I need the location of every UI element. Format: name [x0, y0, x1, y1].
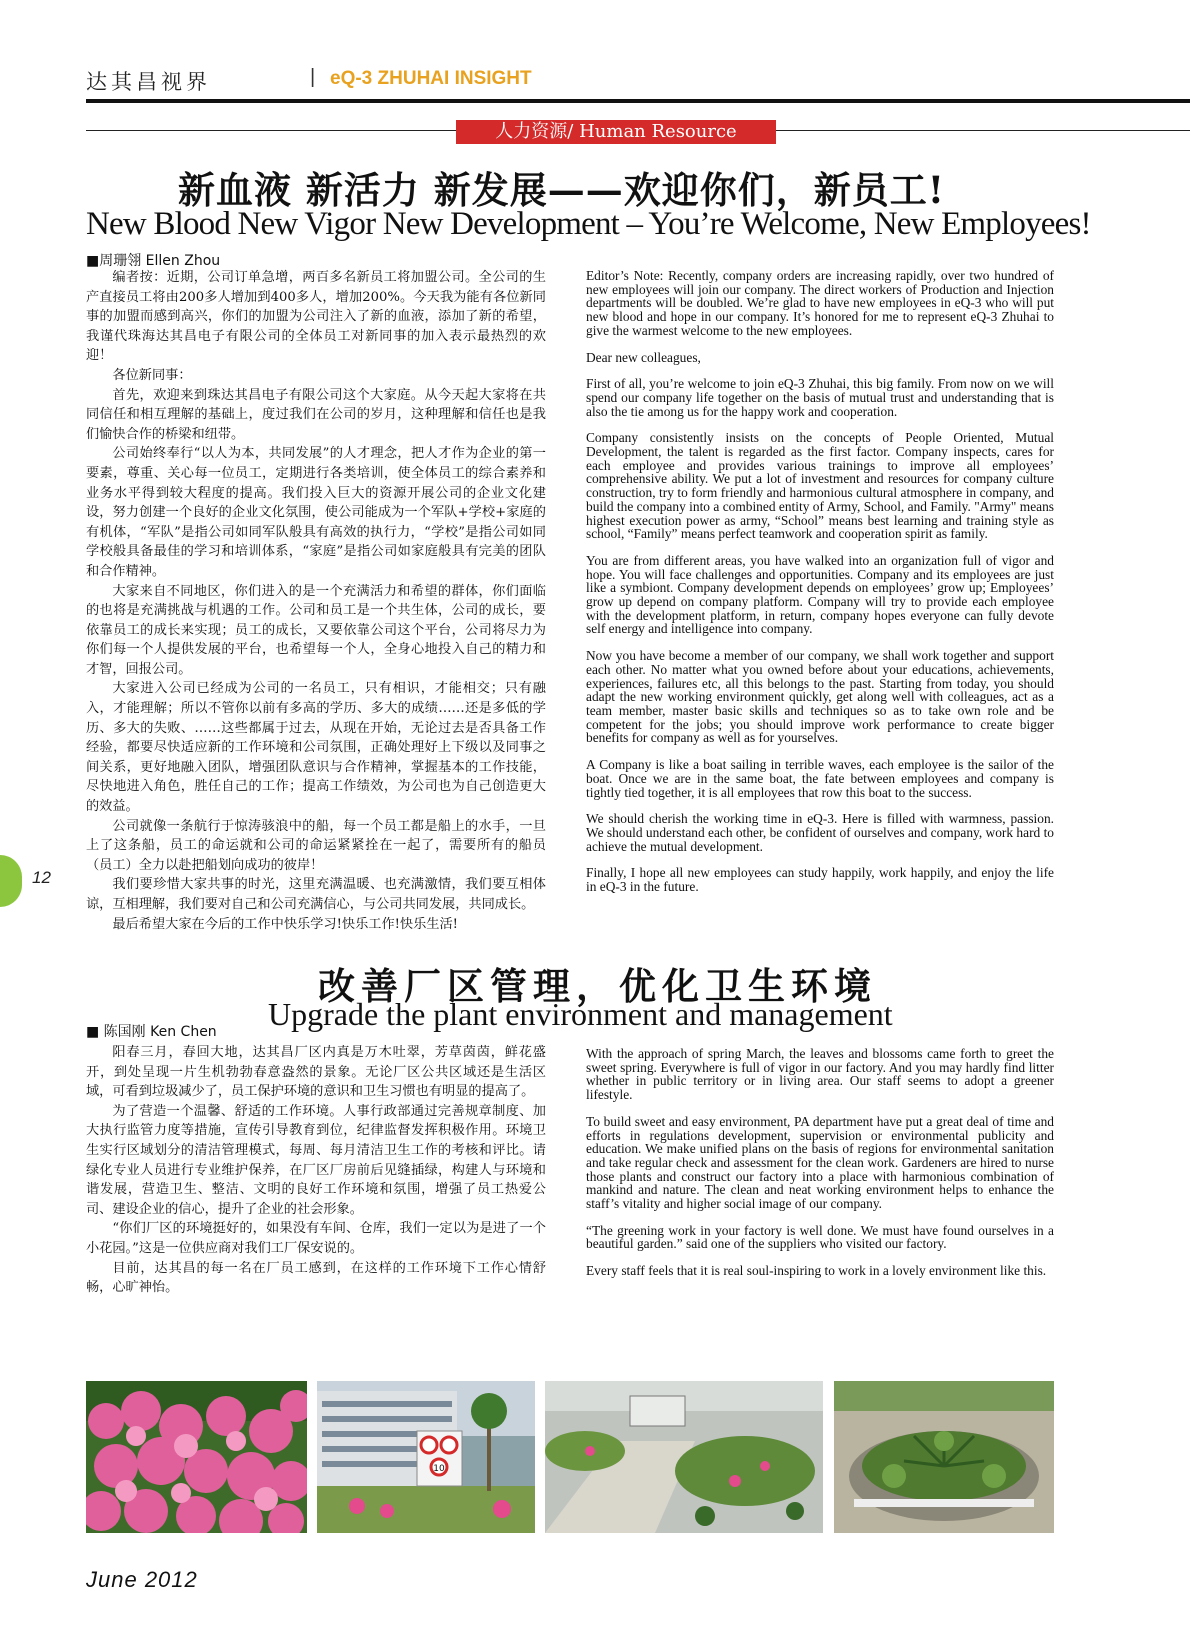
paragraph: 目前，达其昌的每一名在厂员工感到，在这样的工作环境下工作心情舒畅，心旷神怡。 [86, 1260, 546, 1296]
paragraph: Finally, I hope all new employees can study happily, work happily, and enjoy the life in eQ-3 in the future. [586, 865, 1054, 895]
article1-body-en [586, 269, 1054, 907]
article2-author: ■ 陈国刚 Ken Chen [86, 1024, 217, 1040]
brand-cn: 达其昌视界 [86, 70, 211, 94]
page-number: 12 [32, 868, 51, 887]
paragraph: 最后希望大家在今后的工作中快乐学习!快乐工作!快乐生活! [112, 916, 458, 932]
paragraph: 公司就像一条航行于惊涛骇浪中的船，每一个员工都是船上的水手，一旦上了这条船，员工的命运就和公司的命运紧紧拴在一起了，需要所有的船员（员工）全力以赴把船划向成功的彼岸！ [86, 818, 546, 873]
article2-title-cn: 改善厂区管理，优化卫生环境 [318, 964, 877, 1008]
paragraph: 编者按：近期，公司订单急增，两百多名新员工将加盟公司。全公司的生产直接员工将由200多人增加到400多人，增加200%。今天我为能有各位新同事的加盟而感到高兴，你们的加盟为公司注入了新的血液，添加了新的希望，我谨代珠海达其昌电子有限公司的全体员工对新同事的加入表示最热烈的欢迎！ [86, 270, 546, 364]
paragraph: With the approach of spring March, the leaves and blossoms came forth to greet the sweet spring. Everywhere is full of vigor in our factory. And you may hardly find litter whether in public territory or in living area. Our staff seems to adopt a greener lifestyle. [586, 1046, 1054, 1103]
paragraph: First of all, you’re welcome to join eQ-3 Zhuhai, this big family. From now on we will spend our company life together on the basis of mutual trust and understanding that is also the tie among us for the happy work and cooperation. [586, 376, 1054, 419]
header-rule [86, 99, 1190, 103]
paragraph: 我们要珍惜大家共事的时光，这里充满温暖、也充满激情，我们要互相体谅，互相理解，我们要对自己和公司充满信心，与公司共同发展，共同成长。 [86, 877, 546, 912]
running-header [86, 62, 1190, 102]
photo-azalea [86, 1381, 307, 1533]
paragraph: “The greening work in your factory is well done. We must have found ourselves in a beautiful garden.” said one of the suppliers who visited our factory. [586, 1222, 1054, 1252]
paragraph: 为了营造一个温馨、舒适的工作环境。人事行政部通过完善规章制度、加大执行监管力度等措施，宣传引导教育到位，纪律监督发挥积极作用。环境卫生实行区域划分的清洁管理模式，每周、每月清洁卫生工作的考核和评比。请绿化专业人员进行专业维护保养，在厂区厂房前后见缝插绿，构建人与环境和谐发展，营造卫生、整洁、文明的良好工作环境和氛围，增强了员工热爱公司、建设企业的信心，提升了企业的社会形象。 [86, 1103, 546, 1217]
paragraph: 阳春三月，春回大地，达其昌厂区内真是万木吐翠，芳草茵茵，鲜花盛开，到处呈现一片生机勃勃春意盎然的景象。无论厂区公共区域还是生活区域，可看到垃圾减少了，员工保护环境的意识和卫生习惯也有明显的提高了。 [86, 1045, 546, 1100]
photo-garden-bed [834, 1381, 1054, 1533]
article2-body-cn [86, 1043, 546, 1298]
paragraph: We should cherish the working time in eQ-3. Here is filled with warmness, passion. We should understand each other, be confident of ourselves and company, work hard to achieve the mutual development. [586, 811, 1054, 854]
paragraph: Dear new colleagues, [586, 349, 701, 365]
paragraph: 各位新同事： [112, 367, 192, 383]
paragraph: You are from different areas, you have walked into an organization full of vigor and hope. You will face challenges and opportunities. Company and its employees are just like a symbiont. Company development depends on employees’ grow up; Employees’ grow up depend on company platform. Company will try to provide each employee with the development platform, in return, company hopes everyone can fully devote self energy and intelligence into company. [586, 552, 1054, 637]
article1-author: ■周珊翎 Ellen Zhou [86, 253, 221, 269]
article1-title-en: New Blood New Vigor New Development – You’re Welcome, New Employees! [86, 206, 1091, 242]
photo-factory-buildings [317, 1381, 535, 1533]
sign-number: 10 [433, 1464, 445, 1474]
paragraph: To build sweet and easy environment, PA department have put a great deal of time and efforts in regulations development, supervision or environmental publicity and education. We make unified plans on the basis of regions for environmental sanitation and take regular check and assessment for the clean work. Gardeners are hired to nurse those plants and construct our factory into a place with harmonious combination of mankind and nature. The clean and neat working environment helps to enhance the staff’s vitality and higher social image of our company. [586, 1113, 1054, 1212]
paragraph: 大家进入公司已经成为公司的一名员工，只有相识，才能相交；只有融入，才能理解；所以不管你以前有多高的学历、多大的成绩……还是多低的学历、多大的失败、……这些都属于过去，从现在开始，无论过去是否具备工作经验，都要尽快适应新的工作环境和公司氛围，正确处理好上下级以及同事之间关系，更好地融入团队，增强团队意识与合作精神，掌握基本的工作技能，尽快地进入角色，胜任自己的工作；提高工作绩效，为公司也为自己创造更大的效益。 [86, 681, 546, 815]
paragraph: “你们厂区的环境挺好的，如果没有车间、仓库，我们一定以为是进了一个小花园。”这是一位供应商对我们工厂保安说的。 [86, 1221, 546, 1256]
article2-body-en [586, 1047, 1054, 1291]
footer-date: June 2012 [86, 1567, 198, 1592]
paragraph: Company consistently insists on the concepts of People Oriented, Mutual Development, the talent is regarded as the first factor. Company inspects, cares for each employee and provides various trainings to improve all employees’ comprehensive ability. We put a lot of investment and resources for company culture construction, try to form friendly and harmonious cultural atmosphere in company, and build the company into a combined entity of Army, School, and Family. "Army" means highest execution power as army, “School” means best learning and training style as school, “Family” means perfect teamwork and cooperation spirit as family. [586, 430, 1054, 542]
paragraph: A Company is like a boat sailing in terrible waves, each employee is the sailor of the boat. Once we are in the same boat, the fate between employees and company is tightly tied together, it is all employees that row this boat to the success. [586, 757, 1054, 800]
brand-en: eQ-3 ZHUHAI INSIGHT [330, 68, 532, 89]
paragraph: 首先，欢迎来到珠达其昌电子有限公司这个大家庭。从今天起大家将在共同信任和相互理解的基础上，度过我们在公司的岁月，这种理解和信任也是我们愉快合作的桥梁和纽带。 [86, 387, 546, 442]
article1-title-cn: 新血液 新活力 新发展——欢迎你们，新员工! [178, 168, 946, 212]
paragraph: 大家来自不同地区，你们进入的是一个充满活力和希望的群体，你们面临的也将是充满挑战与机遇的工作。公司和员工是一个共生体，公司的成长，要依靠员工的成长来实现；员工的成长，又要依靠公司这个平台，公司将尽力为你们每一个人提供发展的平台，也希望每一个人，全身心地投入自己的精力和才智，回报公司。 [86, 583, 546, 677]
section-tag: 人力资源/ Human Resource [456, 120, 776, 144]
paragraph: Editor’s Note: Recently, company orders are increasing rapidly, over two hundred of new employees will join our company. The direct workers of Production and Injection departments will be doubled. We’re glad to have new employees in eQ-3 who will put new blood and hope in our company. It’s honored for me to represent eQ-3 Zhuhai to give the warmest welcome to the new employees. [586, 268, 1054, 338]
page-tab [0, 855, 22, 907]
header-separator: | [310, 66, 316, 88]
photo-courtyard-aerial [545, 1381, 823, 1533]
article1-body-cn [86, 268, 546, 934]
paragraph: Every staff feels that it is real soul-inspiring to work in a lovely environment like this. [586, 1263, 1047, 1279]
paragraph: Now you have become a member of our company, we shall work together and support each other. No matter what you owned before about your educations, achievements, experiences, failures etc, all this belongs to the past. Starting from today, you should adapt the new working environment quickly, get along well with colleagues, act as a team member, master basic skills and techniques so as to take own role and be competent for the jobs; you should improve work performance to create bigger benefits for company as well as for yourselves. [586, 648, 1054, 746]
article2-title-en: Upgrade the plant environment and management [268, 996, 893, 1032]
paragraph: 公司始终奉行“以人为本，共同发展”的人才理念，把人才作为企业的第一要素，尊重、关心每一位员工，定期进行各类培训，使全体员工的综合素养和业务水平得到较大程度的提高。我们投入巨大的资源开展公司的企业文化建设，努力创建一个良好的企业文化氛围，使公司能成为一个军队+学校+家庭的有机体，“军队”是指公司如同军队般具有高效的执行力，“学校”是指公司如同学校般具备最佳的学习和培训体系，“家庭”是指公司如家庭般具有完美的团队和合作精神。 [86, 446, 546, 579]
